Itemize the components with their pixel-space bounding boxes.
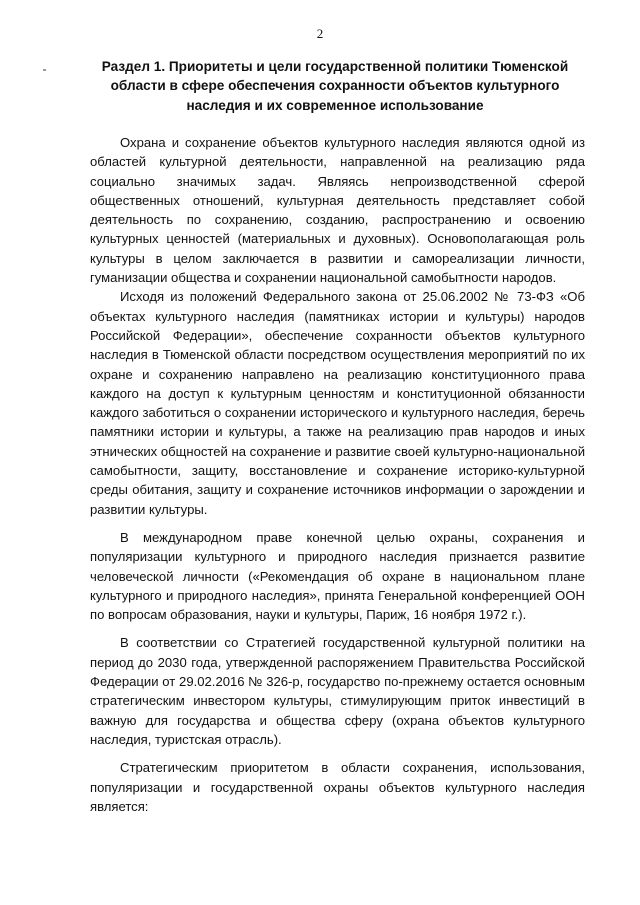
paragraph-state-strategy: В соответствии со Стратегией государственной культурной политики на период до 2030 года, утвержденной распоряжением Правительства Российской Федерации от 29.02.2016 № 326-р, государство по-прежнему остается основным стратегическим инвестором культуры, стимулирующим приток инвестиций в важную для государства и общества сферу (охрана объектов культурного наследия, туристская отрасль). bbox=[90, 635, 585, 747]
paragraph-cultural-heritage: Охрана и сохранение объектов культурного наследия являются одной из областей культурной деятельности, направленной на реализацию ряда социально значимых задач. Являясь непроизводственной сферой общественных отношений, культурная деятельность представляет собой деятельность по сохранению, созданию, распространению и освоению культурных ценностей (материальных и духовных). Основополагающая роль культуры в целом заключается в развитии и самореализации личности, гуманизации общества и сохранении национальной самобытности народов. bbox=[90, 135, 585, 286]
paragraph-strategic-priority: Стратегическим приоритетом в области сохранения, использования, популяризации и государственной охраны объектов культурного наследия является: bbox=[90, 760, 585, 814]
scan-speck bbox=[43, 69, 46, 71]
paragraph-federal-law: Исходя из положений Федерального закона от 25.06.2002 № 73-ФЗ «Об объектах культурного наследия (памятниках истории и культуры) народов Российской Федерации», обеспечение сохранности объектов культурного наследия в Тюменской области посредством осуществления мероприятий по их охране и сохранению направлено на реализацию конституционного права каждого на доступ к культурным ценностям и конституционной обязанности каждого заботиться о сохранении исторического и культурного наследия, беречь памятники истории и культуры, а также на реализацию прав народов и иных этнических общностей на сохранение и развитие своей культурно-национальной самобытности, защиту, восстановление и сохранение историко-культурной среды обитания, защиту и сохранение источников информации о зарождении и развитии культуры. bbox=[90, 289, 586, 517]
page-number: 2 bbox=[316, 26, 324, 41]
section-heading: Раздел 1. Приоритеты и цели государственной политики Тюменской области в сфере обеспечения сохранности объектов культурного наследия и их современное использование bbox=[101, 59, 569, 113]
paragraph-international-law: В международном праве конечной целью охраны, сохранения и популяризации культурного и природного наследия признается развитие человеческой личности («Рекомендация об охране в национальном плане культурного и природного наследия», принята Генеральной конференцией ООН по вопросам образования, науки и культуры, Париж, 16 ноября 1972 г.). bbox=[90, 529, 585, 623]
body-text bbox=[90, 133, 585, 816]
